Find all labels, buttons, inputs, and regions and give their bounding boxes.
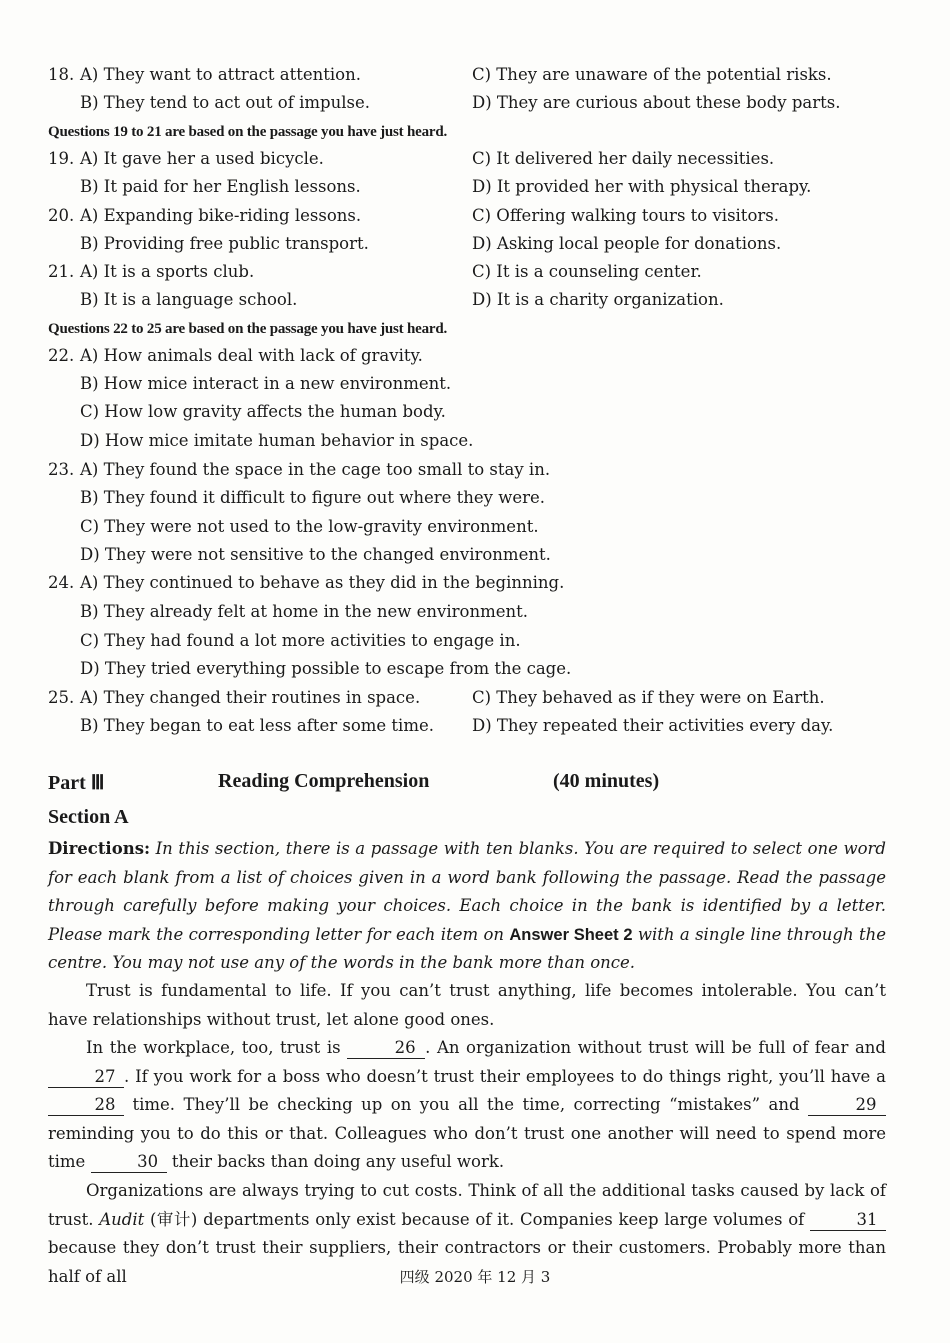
directions-label: Directions: [48,839,151,858]
directions-text: In this section, there is a passage with ten blanks. You are required to select one word for each blank from a list of choices given in a word bank following the passage. Read the passage through carefully before making your choices. Each choice in the bank is identified by a letter. Please mark the corresponding letter for each item on [48,839,886,944]
passage-text: time. They’ll be checking up on you all the time, correcting “mistakes” and [124,1095,808,1115]
option-c: C) They had found a lot more activities to engage in. [80,631,521,650]
question-number: 19. [48,149,75,168]
blank-26: 26 [347,1038,425,1059]
option-a: A) They found the space in the cage too small to stay in. [80,460,551,479]
option-d: D) Asking local people for donations. [472,234,782,253]
section-heading: Section A [48,806,129,828]
option-b: B) It paid for her English lessons. [80,177,361,196]
answer-sheet-label: Answer Sheet 2 [509,925,633,944]
part-title: Reading Comprehension [218,770,430,792]
blank-30: 30 [91,1152,167,1173]
option-c: C) It delivered her daily necessities. [472,149,775,168]
passage-text: . An organization without trust will be full of fear and [425,1038,886,1057]
question-number: 22. [48,346,75,365]
passage-text: . If you work for a boss who doesn’t trust their employees to do things right, you’ll have a [124,1066,886,1086]
option-b: B) Providing free public transport. [80,234,369,253]
passage-italic-term: Audit [99,1209,145,1229]
question-number: 21. [48,262,75,281]
option-b: B) They already felt at home in the new environment. [80,602,528,621]
option-b: B) They began to eat less after some time. [80,716,434,735]
option-a: A) Expanding bike-riding lessons. [80,206,362,225]
directions [48,835,886,978]
part-label: Part Ⅲ [48,772,105,794]
option-c: C) How low gravity affects the human body. [80,402,446,421]
option-c: C) They are unaware of the potential risks. [472,65,832,84]
passage-text: because they don’t trust their suppliers, their contractors or their customers. Probably more than half of all [48,1238,886,1286]
question-number: 20. [48,206,75,225]
option-c: C) Offering walking tours to visitors. [472,206,779,225]
passage-text: Organizations are always trying to cut costs. Think of all the additional tasks caused by lack of trust. [48,1181,886,1229]
option-a: A) It gave her a used bicycle. [80,149,324,168]
blank-28: 28 [48,1095,124,1116]
option-b: B) They found it difficult to figure out where they were. [80,488,546,507]
page-footer: 四级 2020 年 12 月 3 [399,1268,551,1286]
option-a: A) It is a sports club. [80,262,255,281]
option-a: A) They continued to behave as they did in the beginning. [80,573,565,592]
option-a: A) They changed their routines in space. [80,688,421,707]
question-number: 18. [48,65,75,84]
option-d: D) They are curious about these body parts. [472,93,841,112]
option-d: D) It provided her with physical therapy. [472,177,812,196]
option-d: D) They repeated their activities every day. [472,716,834,735]
option-b: B) How mice interact in a new environment. [80,374,452,393]
option-a: A) They want to attract attention. [80,65,361,84]
passage-paragraph-2 [48,1034,886,1177]
blank-29: 29 [808,1095,886,1116]
directions-text-end: with a single line through the centre. You may not use any of the words in the bank more than once. [48,924,886,973]
option-d: D) It is a charity organization. [472,290,724,309]
passage-text: In the workplace, too, trust is [86,1038,348,1057]
option-b: B) They tend to act out of impulse. [80,93,370,112]
passage-paragraph-1: Trust is fundamental to life. If you can’t trust anything, life becomes intolerable. You can’t have relationships without trust, let alone good ones. [48,981,886,1029]
passage-text: their backs than doing any useful work. [166,1152,505,1172]
option-c: C) They were not used to the low-gravity environment. [80,517,539,536]
passage-text: (审计) departments only exist because of it. Companies keep large volumes of [144,1209,810,1229]
part-time: (40 minutes) [553,770,660,792]
question-number: 23. [48,460,75,479]
question-group-heading: Questions 19 to 21 are based on the passage you have just heard. [48,124,448,140]
question-group-heading: Questions 22 to 25 are based on the passage you have just heard. [48,321,448,337]
option-d: D) They tried everything possible to escape from the cage. [80,659,572,678]
question-number: 25. [48,688,75,707]
option-b: B) It is a language school. [80,290,298,309]
question-number: 24. [48,573,75,592]
option-a: A) How animals deal with lack of gravity. [80,346,423,365]
option-d: D) They were not sensitive to the changed environment. [80,545,551,564]
option-c: C) They behaved as if they were on Earth. [472,688,825,707]
blank-31: 31 [810,1210,886,1231]
blank-27: 27 [48,1067,124,1088]
option-c: C) It is a counseling center. [472,262,702,281]
passage-text: reminding you to do this or that. Colleagues who don’t trust one another will need to spend more time [48,1123,886,1172]
option-d: D) How mice imitate human behavior in space. [80,431,474,450]
